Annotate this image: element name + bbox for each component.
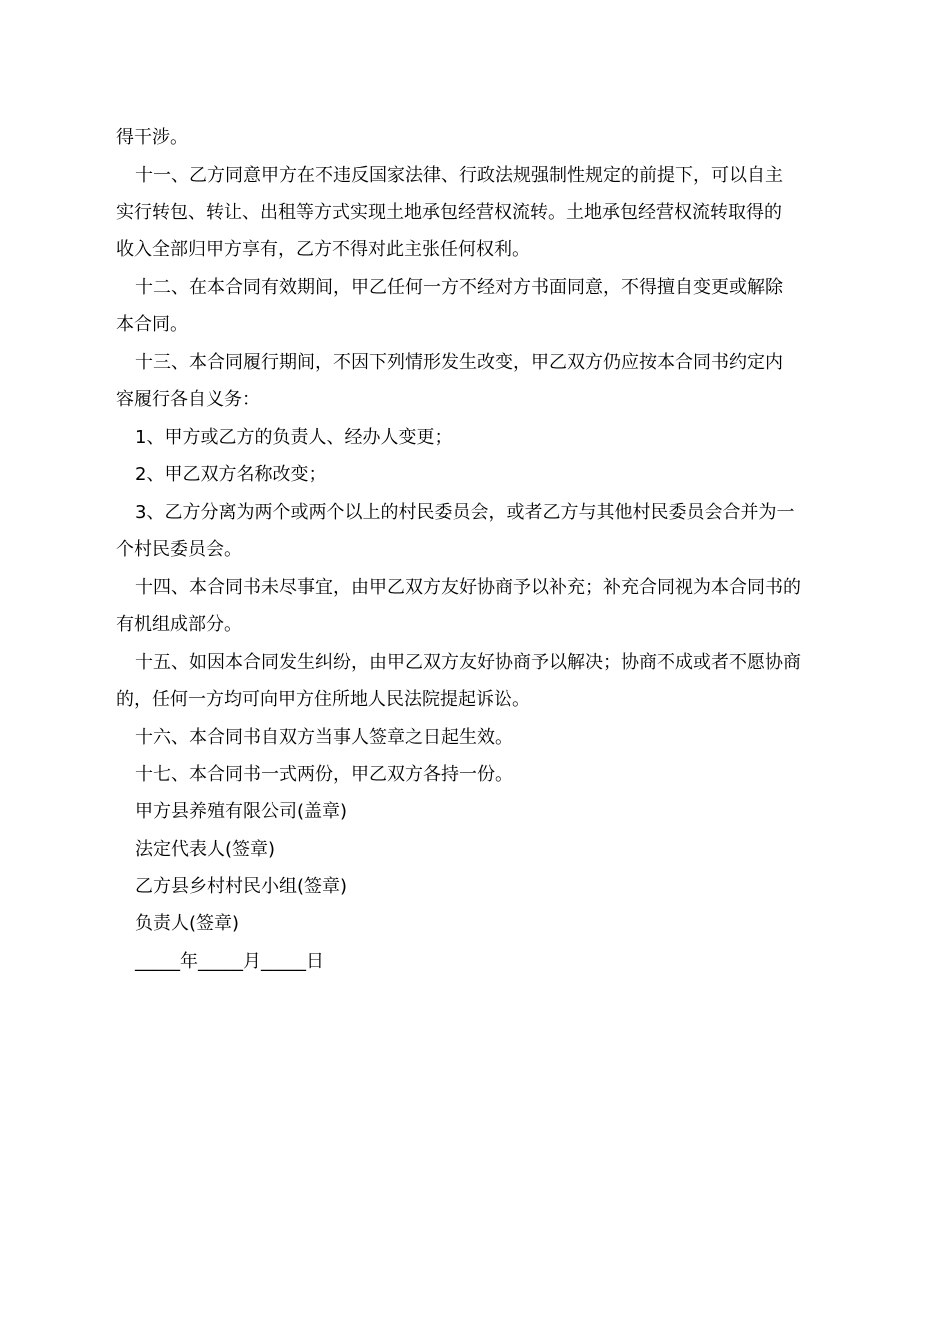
party-b-signature: 乙方县乡村村民小组(签章) <box>135 876 348 897</box>
clause-11-line-3: 收入全部归甲方享有，乙方不得对此主张任何权利。 <box>116 239 530 260</box>
clause-12-line-2: 本合同。 <box>116 314 188 335</box>
clause-17: 十七、本合同书一式两份，甲乙双方各持一份。 <box>135 764 513 785</box>
date-line: _____年_____月_____日 <box>135 951 324 972</box>
clause-13-item-2: 2、甲乙双方名称改变； <box>135 464 327 485</box>
clause-14-line-2: 有机组成部分。 <box>116 614 242 635</box>
clause-15-line-2: 的，任何一方均可向甲方住所地人民法院提起诉讼。 <box>116 689 530 710</box>
legal-representative-signature: 法定代表人(签章) <box>135 839 276 860</box>
clause-12-line-1: 十二、在本合同有效期间，甲乙任何一方不经对方书面同意，不得擅自变更或解除 <box>135 277 783 298</box>
clause-15-line-1: 十五、如因本合同发生纠纷，由甲乙双方友好协商予以解决；协商不成或者不愿协商 <box>135 652 801 673</box>
clause-13-line-1: 十三、本合同履行期间，不因下列情形发生改变，甲乙双方仍应按本合同书约定内 <box>135 352 783 373</box>
clause-11-line-1: 十一、乙方同意甲方在不违反国家法律、行政法规强制性规定的前提下，可以自主 <box>135 165 783 186</box>
clause-13-item-1: 1、甲方或乙方的负责人、经办人变更； <box>135 427 453 448</box>
clause-14-line-1: 十四、本合同书未尽事宜，由甲乙双方友好协商予以补充；补充合同视为本合同书的 <box>135 577 801 598</box>
clause-11-line-2: 实行转包、转让、出租等方式实现土地承包经营权流转。土地承包经营权流转取得的 <box>116 202 782 223</box>
clause-16: 十六、本合同书自双方当事人签章之日起生效。 <box>135 727 513 748</box>
clause-13-item-3-line-1: 3、乙方分离为两个或两个以上的村民委员会，或者乙方与其他村民委员会合并为一 <box>135 502 795 523</box>
responsible-person-signature: 负责人(签章) <box>135 913 240 934</box>
clause-13-line-2: 容履行各自义务： <box>116 389 260 410</box>
text-line-1: 得干涉。 <box>116 127 188 148</box>
party-a-signature: 甲方县养殖有限公司(盖章) <box>135 801 348 822</box>
clause-13-item-3-line-2: 个村民委员会。 <box>116 539 242 560</box>
